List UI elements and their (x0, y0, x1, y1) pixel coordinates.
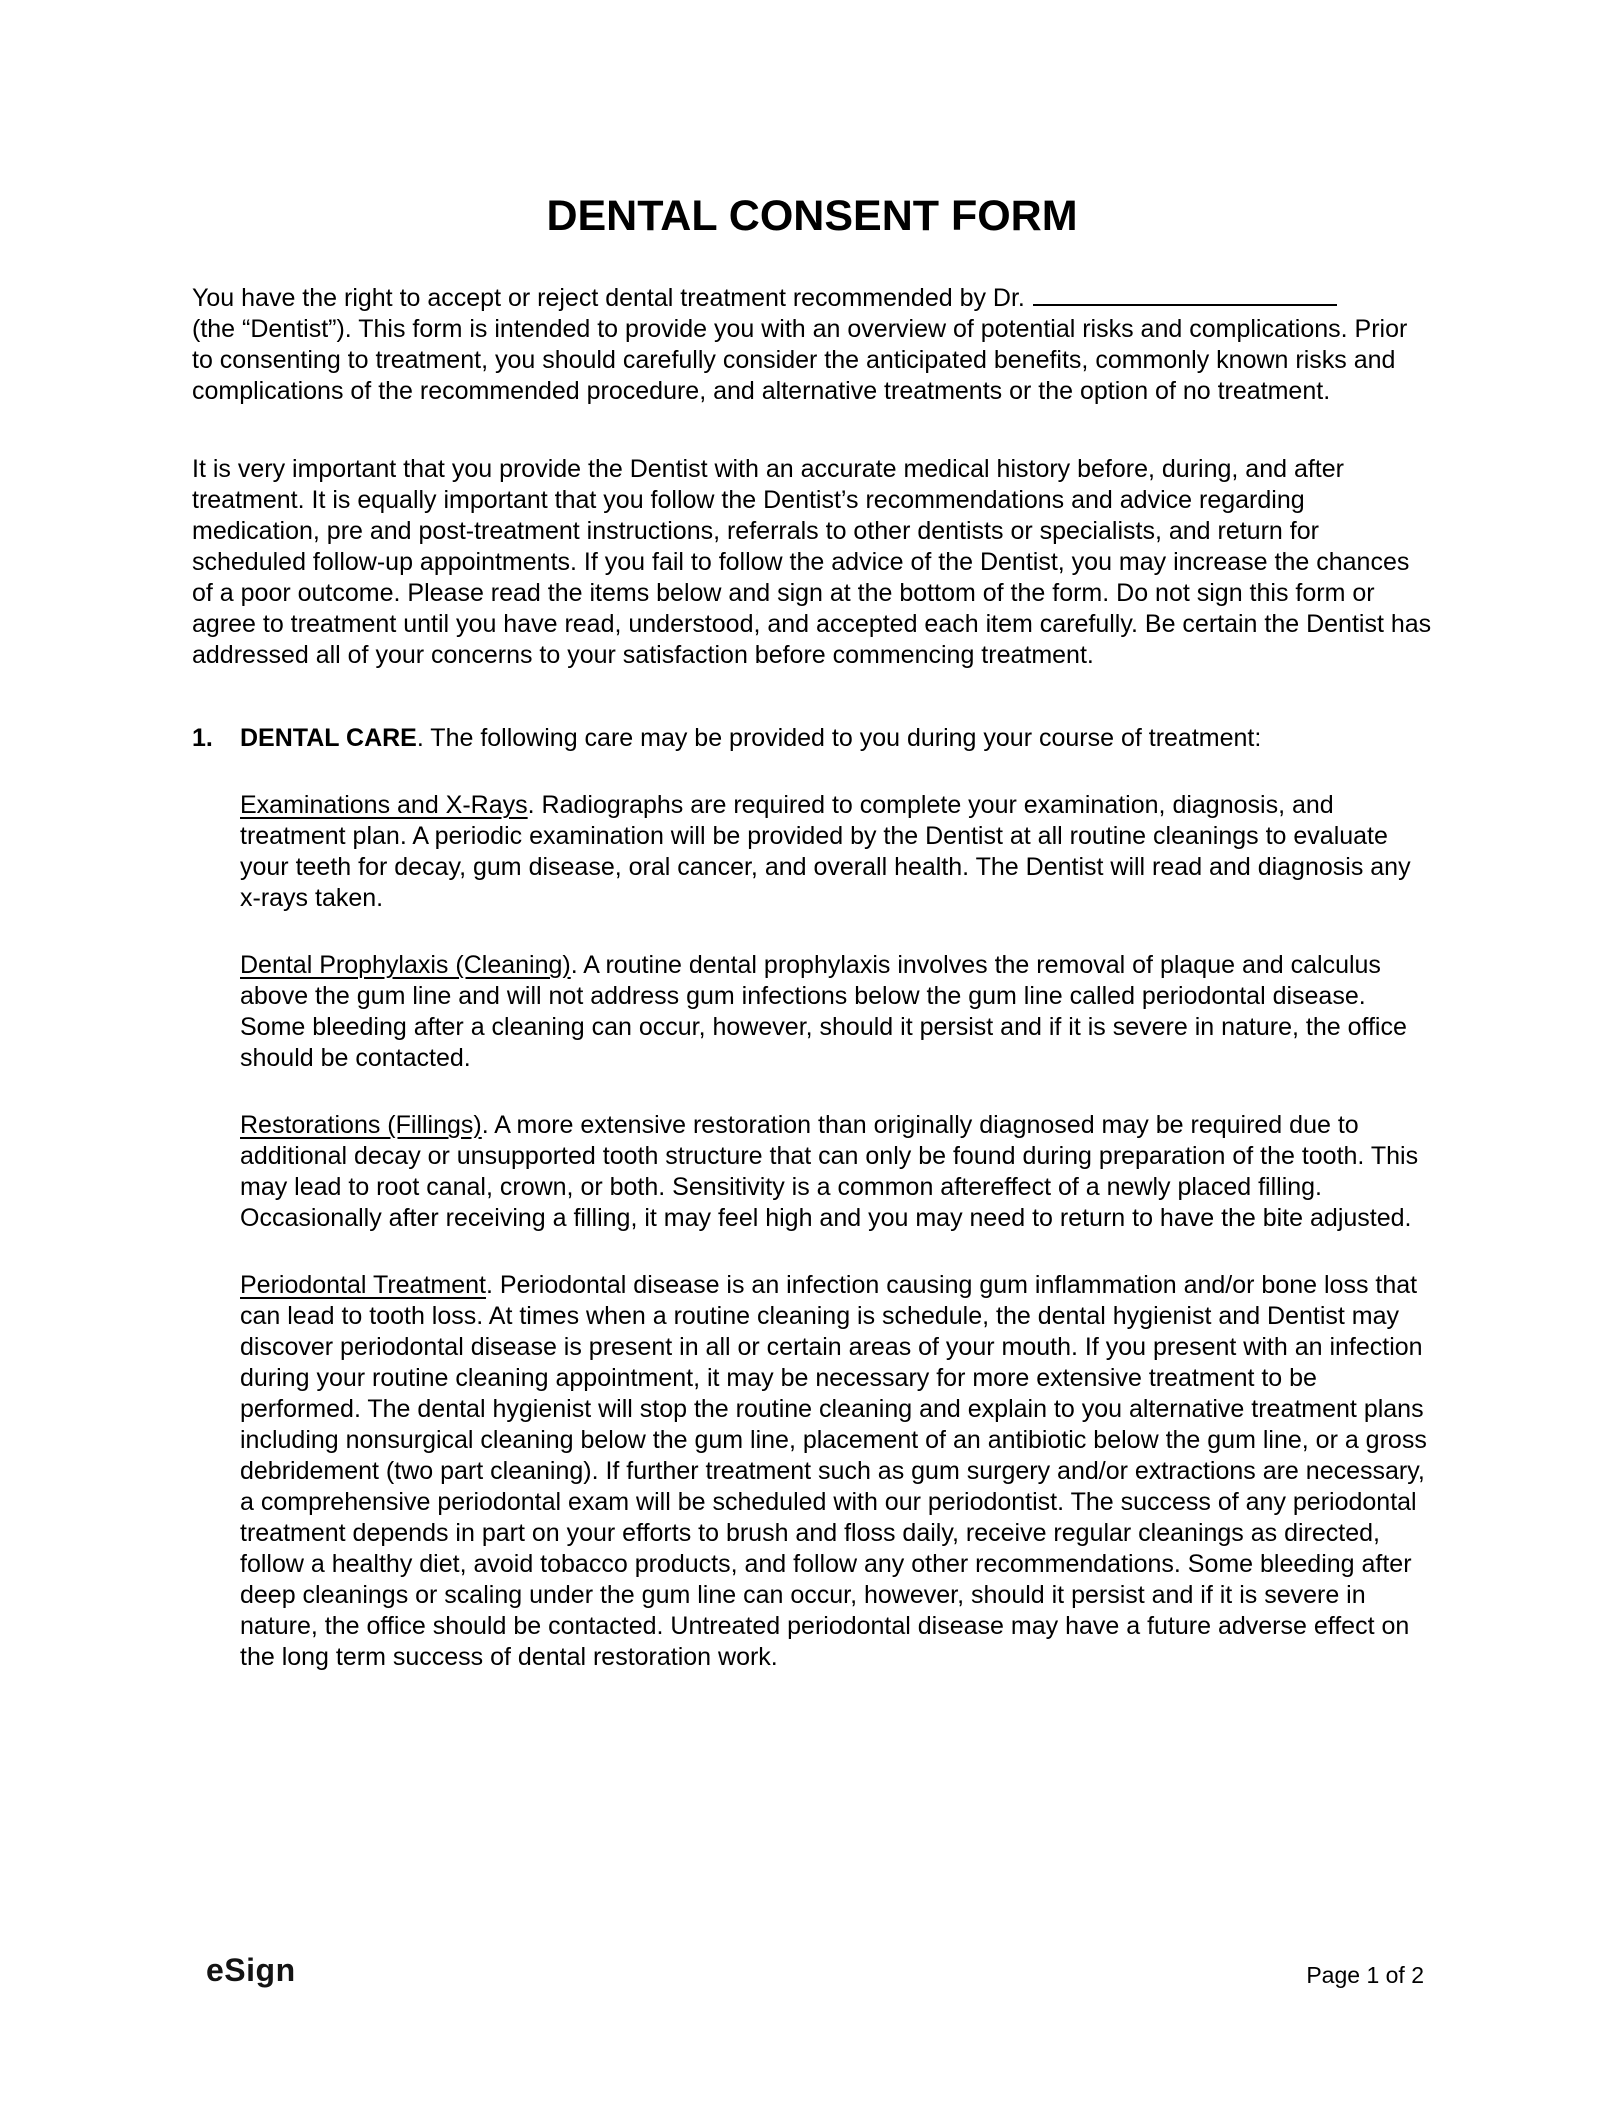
subsection-dental-prophylaxis (240, 950, 1432, 1074)
dentist-name-blank-field[interactable] (1033, 304, 1337, 306)
subsection-periodontal-body: . Periodontal disease is an infection causing gum inflammation and/or bone loss that can lead to tooth loss. At times when a routine cleaning is schedule, the dental hygienist and Dentist may discover periodontal disease is present in all or certain areas of your mouth. If you present with an infection during your routine cleaning appointment, it may be necessary for more extensive treatment to be performed. The dental hygienist will stop the routine cleaning and explain to you alternative treatment plans including nonsurgical cleaning below the gum line, placement of an antibiotic below the gum line, or a gross debridement (two part cleaning). If further treatment such as gum surgery and/or extractions are necessary, a comprehensive periodontal exam will be scheduled with our periodontist. The success of any periodontal treatment depends in part on your efforts to brush and floss daily, receive regular cleanings as directed, follow a healthy diet, avoid tobacco products, and follow any other recommendations. Some bleeding after deep cleanings or scaling under the gum line can occur, however, should it persist and if it is severe in nature, the office should be contacted. Untreated periodontal disease may have a future adverse effect on the long term success of dental restoration work. (240, 1271, 1427, 1671)
subsection-examinations-body: . Radiographs are required to complete your examination, diagnosis, and treatment plan. A periodic examination will be provided by the Dentist at all routine cleanings to evaluate your teeth for decay, gum disease, oral cancer, and overall health. The Dentist will read and diagnosis any x-rays taken. (240, 791, 1411, 912)
intro-continuation-text: (the “Dentist”). This form is intended to provide you with an overview of potential risks and complications. Prior to consenting to treatment, you should carefully consider the anticipated benefits, commonly known risks and complications of the recommended procedure, and alternative treatments or the option of no treatment. (192, 315, 1408, 405)
intro-first-line (192, 283, 1432, 314)
section-1-heading-title: DENTAL CARE (240, 724, 417, 752)
intro-paragraph (192, 283, 1432, 407)
page-title: DENTAL CONSENT FORM (546, 192, 1078, 240)
section-1-heading-rest: . The following care may be provided to you during your course of treatment: (416, 724, 1262, 752)
subsection-prophylaxis-lead: Dental Prophylaxis (Cleaning) (240, 951, 571, 979)
subsection-restorations-body: . A more extensive restoration than originally diagnosed may be required due to additional decay or unsupported tooth structure that can only be found during preparation of the tooth. This may lead to root canal, crown, or both. Sensitivity is a common aftereffect of a newly placed filling. Occasionally after receiving a filling, it may feel high and you may need to return to have the bite adjusted. (240, 1111, 1419, 1232)
subsection-periodontal-treatment (240, 1270, 1432, 1673)
subsection-restorations-lead: Restorations (Fillings) (240, 1111, 482, 1139)
subsection-prophylaxis-body: . A routine dental prophylaxis involves the removal of plaque and calculus above the gum line and will not address gum infections below the gum line called periodontal disease. Some bleeding after a cleaning can occur, however, should it persist and if it is severe in nature, the office should be contacted. (240, 951, 1407, 1072)
page-content (192, 0, 1432, 1673)
subsection-periodontal-lead: Periodontal Treatment (240, 1271, 486, 1299)
page-number-indicator: Page 1 of 2 (1306, 1962, 1424, 1988)
section-1-heading (192, 723, 1432, 754)
subsection-restorations (240, 1110, 1432, 1234)
section-1-heading-line (240, 723, 1432, 754)
esign-logo: eSign (206, 1952, 296, 1988)
medical-history-paragraph: It is very important that you provide the Dentist with an accurate medical history before, during, and after treatment. It is equally important that you follow the Dentist’s recommendations and advice regarding medication, pre and post-treatment instructions, referrals to other dentists or specialists, and return for scheduled follow-up appointments. If you fail to follow the advice of the Dentist, you may increase the chances of a poor outcome. Please read the items below and sign at the bottom of the form. Do not sign this form or agree to treatment until you have read, understood, and accepted each item carefully. Be certain the Dentist has addressed all of your concerns to your satisfaction before commencing treatment. (192, 455, 1432, 669)
subsection-examinations-xrays (240, 790, 1432, 914)
intro-line1-text: You have the right to accept or reject dental treatment recommended by Dr. (192, 284, 1025, 312)
section-1-number: 1. (192, 724, 213, 752)
subsection-examinations-lead: Examinations and X-Rays (240, 791, 528, 819)
